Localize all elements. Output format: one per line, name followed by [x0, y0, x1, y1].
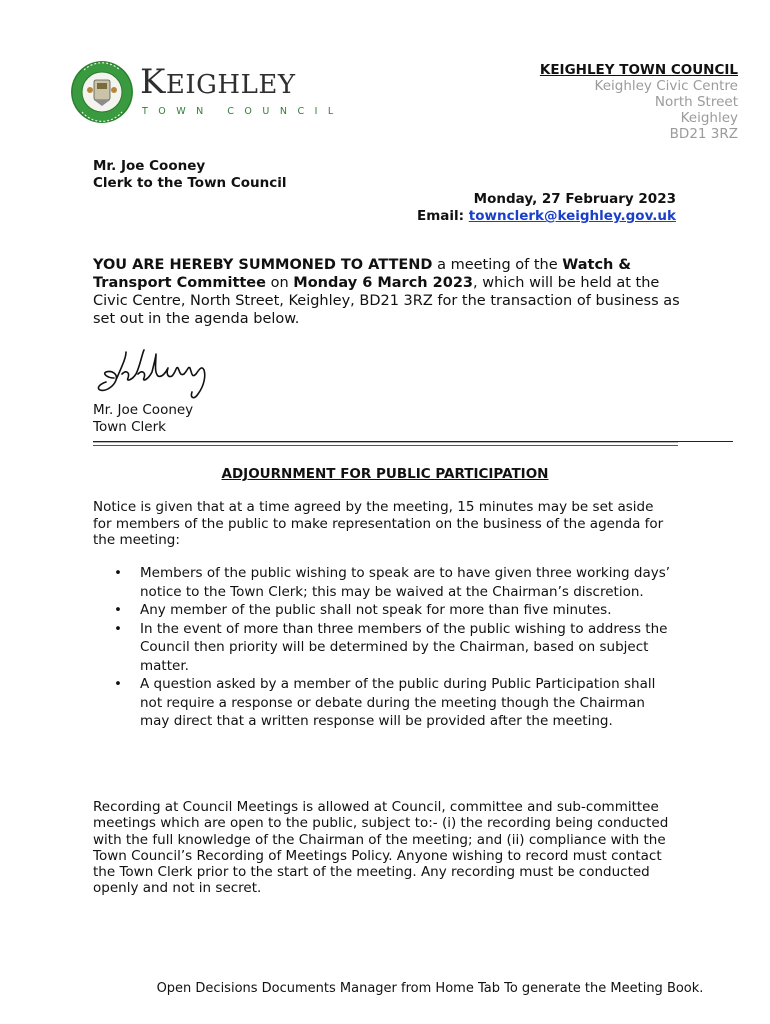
brand-wordmark [140, 62, 296, 102]
list-item-text: Members of the public wishing to speak are to have given three working days’ notice to the Town Clerk; this may be waived at the Chairman’s discretion. [140, 565, 671, 600]
participation-rules-list [110, 564, 675, 731]
summons-lead: YOU ARE HEREBY SUMMONED TO ATTEND [93, 257, 433, 273]
list-item-text: Any member of the public shall not speak for more than five minutes. [140, 602, 612, 618]
address-org: KEIGHLEY TOWN COUNCIL [539, 62, 738, 78]
sender-name: Mr. Joe Cooney [93, 158, 206, 174]
address-line: Keighley Civic Centre [594, 78, 738, 94]
bullet-icon: • [114, 620, 122, 637]
list-item-text: In the event of more than three members of the public wishing to address the Council then priority will be determined by the Chairman, based on subject matter. [140, 620, 668, 674]
meeting-date: Monday 6 March 2023 [293, 275, 474, 291]
divider [93, 445, 678, 446]
sender-block [93, 158, 287, 192]
footer-note: Open Decisions Documents Manager from Home Tab To generate the Meeting Book. [156, 981, 704, 996]
signoff-role: Town Clerk [93, 419, 166, 435]
section-title: ADJOURNMENT FOR PUBLIC PARTICIPATION [221, 466, 549, 482]
summons-text: a meeting of the [432, 257, 563, 273]
brand-rest: EIGHLEY [165, 70, 296, 100]
email-line [417, 208, 676, 225]
signoff-name: Mr. Joe Cooney [93, 402, 194, 418]
date-block [417, 191, 676, 225]
summons-text: , which will be held at the Civic Centre, North Street, Keighley, BD21 3RZ for the transaction of business as set out in the agenda below. [93, 275, 680, 327]
address-line: BD21 3RZ [669, 126, 738, 142]
list-item [110, 675, 675, 731]
list-item [110, 601, 675, 620]
email-label: Email: [417, 208, 465, 224]
notice-paragraph: Notice is given that at a time agreed by the meeting, 15 minutes may be set aside for members of the public to make representation on the business of the agenda for the meeting: [93, 499, 664, 548]
email-link[interactable]: townclerk@keighley.gov.uk [468, 208, 676, 224]
bullet-icon: • [114, 565, 122, 581]
list-item-text: A question asked by a member of the public during Public Participation shall not require a response or debate during the meeting though the Chairman may direct that a written response will be provided after the meeting. [140, 676, 656, 729]
summons-text: on [265, 275, 294, 291]
address-line: North Street [654, 94, 738, 110]
brand-initial: K [140, 62, 166, 102]
list-item [110, 564, 675, 601]
signature-icon [92, 344, 237, 402]
divider [93, 441, 733, 442]
council-address [540, 62, 738, 142]
bullet-icon: • [114, 676, 122, 692]
summons-paragraph [93, 256, 683, 328]
brand-subtitle: TOWN COUNCIL [142, 106, 344, 117]
list-item [110, 620, 675, 676]
recording-paragraph: Recording at Council Meetings is allowed at Council, committee and sub-committee meetings which are open to the public, subject to:- (i) the recording being conducted with the full knowledge of the Chairman of the meeting; and (ii) compliance with the Town Council’s Recording of Meetings Policy. Anyone wishing to record must contact the Town Clerk prior to the start of the meeting. Any recording must be conducted openly and not in secret. [93, 799, 669, 897]
signoff-block [93, 402, 193, 436]
letter-date: Monday, 27 February 2023 [473, 191, 676, 207]
sender-title: Clerk to the Town Council [93, 175, 287, 191]
council-logo [70, 60, 344, 140]
address-line: Keighley [680, 110, 738, 126]
committee-name: Watch & Transport Committee [93, 257, 632, 291]
council-seal-icon [70, 60, 134, 124]
bullet-icon: • [114, 602, 122, 618]
